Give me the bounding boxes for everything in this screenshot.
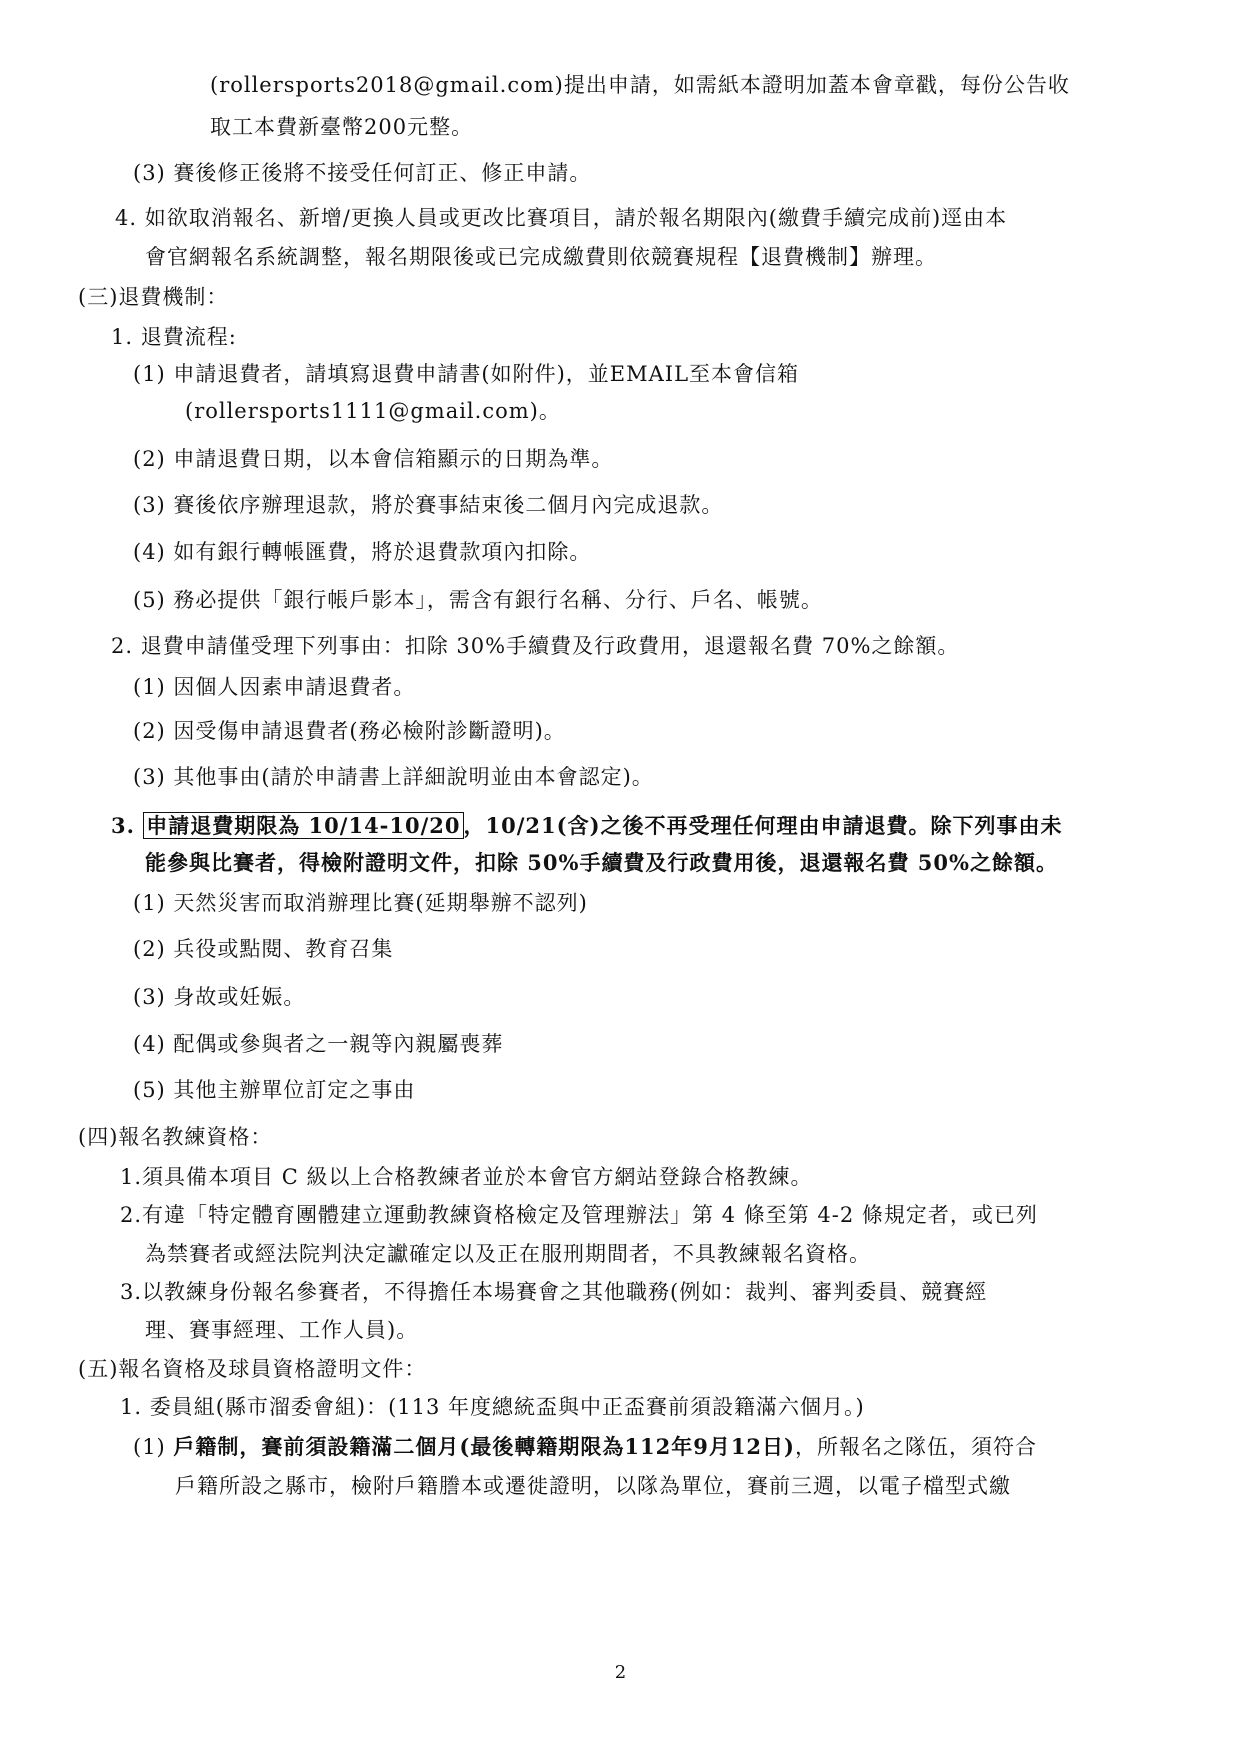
boxed-deadline: 申請退費期限為 10/14-10/20 bbox=[143, 812, 463, 839]
text-line: 2.有違「特定體育團體建立運動教練資格檢定及管理辦法」第 4 條至第 4-2 條規定者，或已列 bbox=[120, 1203, 1038, 1227]
text-line: (3) 身故或妊娠。 bbox=[133, 985, 306, 1009]
text-line: 為禁賽者或經法院判決定讞確定以及正在服刑期間者，不具教練報名資格。 bbox=[145, 1242, 871, 1266]
text-line: (rollersports2018@gmail.com)提出申請，如需紙本證明加蓋本會章戳，每份公告收 bbox=[210, 73, 1070, 97]
text-line: 1. 退費流程: bbox=[111, 325, 237, 349]
text-line: (3) 其他事由(請於申請書上詳細說明並由本會認定)。 bbox=[133, 765, 654, 789]
text-line: 1.須具備本項目 C 級以上合格教練者並於本會官方網站登錄合格教練。 bbox=[120, 1165, 813, 1189]
page-number: 2 bbox=[614, 1662, 627, 1683]
text-line: (2) 兵役或點閱、教育召集 bbox=[133, 937, 394, 961]
text-line: 會官網報名系統調整，報名期限後或已完成繳費則依競賽規程【退費機制】辦理。 bbox=[145, 245, 937, 269]
text-line: (4) 如有銀行轉帳匯費，將於退費款項內扣除。 bbox=[133, 540, 592, 564]
text-line: (2) 因受傷申請退費者(務必檢附診斷證明)。 bbox=[133, 719, 566, 743]
text-line: (1) 天然災害而取消辦理比賽(延期舉辦不認列) bbox=[133, 891, 588, 915]
text-line: (1) 申請退費者，請填寫退費申請書(如附件)，並EMAIL至本會信箱 bbox=[133, 362, 800, 386]
text-line: 理、賽事經理、工作人員)。 bbox=[145, 1318, 419, 1342]
text-line: (5) 務必提供「銀行帳戶影本」，需含有銀行名稱、分行、戶名、帳號。 bbox=[133, 588, 823, 612]
text-line: (4) 配偶或參與者之一親等內親屬喪葬 bbox=[133, 1032, 504, 1056]
bold-item-line: 能參與比賽者，得檢附證明文件，扣除 50%手續費及行政費用後，退還報名費 50%之餘額。 bbox=[145, 850, 1058, 875]
text-line: (3) 賽後修正後將不接受任何訂正、修正申請。 bbox=[133, 161, 592, 185]
text-line: (2) 申請退費日期，以本會信箱顯示的日期為準。 bbox=[133, 447, 614, 471]
section-heading: (三)退費機制： bbox=[78, 285, 229, 309]
text-line: (3) 賽後依序辦理退款，將於賽事結束後二個月內完成退款。 bbox=[133, 493, 724, 517]
section-heading: (四)報名教練資格： bbox=[78, 1125, 273, 1149]
text-line: (5) 其他主辦單位訂定之事由 bbox=[133, 1078, 416, 1102]
item-text: ，所報名之隊伍，須符合 bbox=[794, 1435, 1037, 1459]
section-heading: (五)報名資格及球員資格證明文件： bbox=[78, 1357, 427, 1381]
item-text: ，10/21(含)之後不再受理任何理由申請退費。除下列事由未 bbox=[463, 813, 1063, 838]
bold-item-line bbox=[111, 811, 1063, 841]
bold-text: 戶籍制，賽前須設籍滿二個月(最後轉籍期限為112年9月12日) bbox=[173, 1434, 795, 1459]
text-line: 3.以教練身份報名參賽者，不得擔任本場賽會之其他職務(例如：裁判、審判委員、競賽經 bbox=[120, 1280, 988, 1304]
text-line: 2. 退費申請僅受理下列事由：扣除 30%手續費及行政費用，退還報名費 70%之餘額。 bbox=[111, 634, 960, 658]
text-line: 4. 如欲取消報名、新增/更換人員或更改比賽項目，請於報名期限內(繳費手續完成前)逕由本 bbox=[115, 206, 1008, 230]
text-line: 取工本費新臺幣200元整。 bbox=[210, 115, 474, 139]
mixed-item-line bbox=[133, 1432, 1037, 1462]
text-line: (rollersports1111@gmail.com)。 bbox=[185, 399, 561, 423]
item-number: (1) bbox=[133, 1435, 166, 1459]
text-line: (1) 因個人因素申請退費者。 bbox=[133, 675, 416, 699]
text-line: 戶籍所設之縣市，檢附戶籍謄本或遷徙證明，以隊為單位，賽前三週，以電子檔型式繳 bbox=[175, 1474, 1011, 1498]
text-line: 1. 委員組(縣市溜委會組)：(113 年度總統盃與中正盃賽前須設籍滿六個月。) bbox=[120, 1395, 865, 1419]
item-number: 3. bbox=[111, 813, 135, 838]
